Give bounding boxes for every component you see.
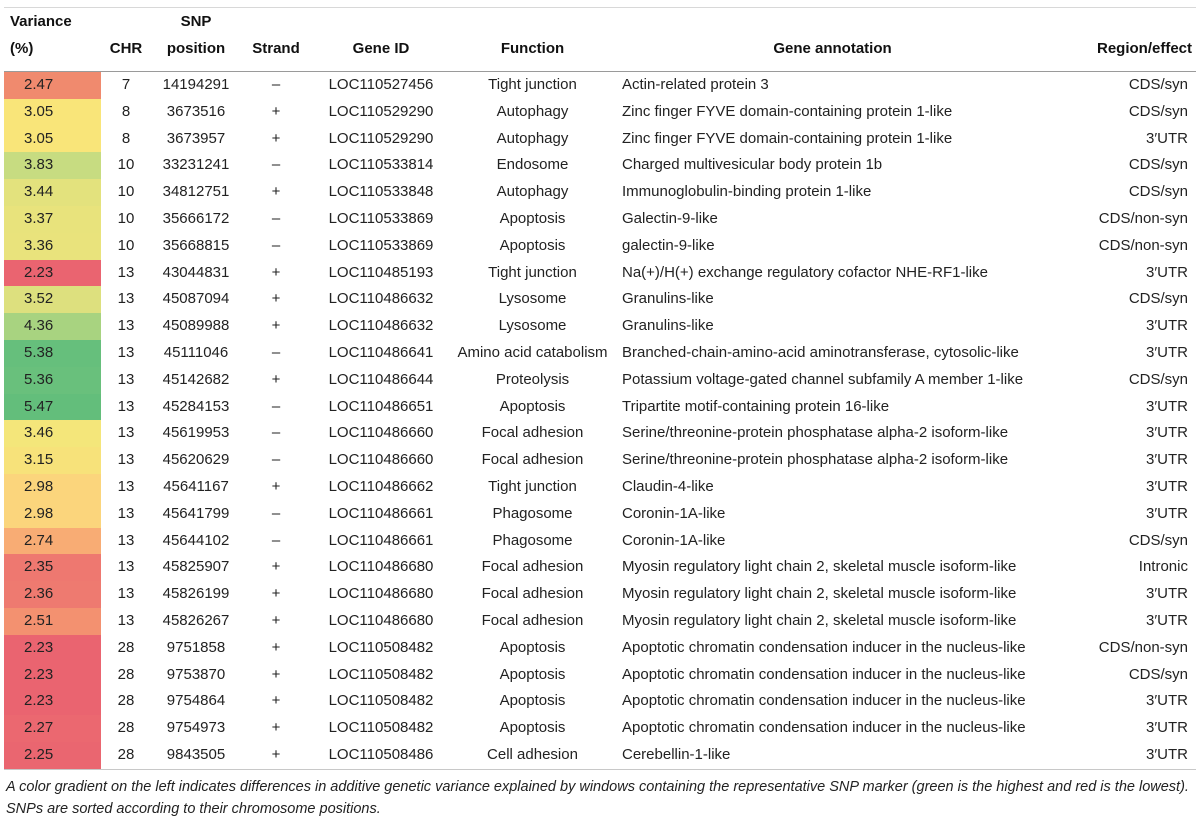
table-row xyxy=(4,662,1196,689)
variance-cell: 2.36 xyxy=(4,581,101,608)
region-effect-cell: CDS/non-syn xyxy=(1098,236,1188,254)
snp-position-cell: 45087094 xyxy=(162,290,230,308)
header-variance: Variance (%) xyxy=(4,8,101,72)
snp-position-cell: 45641167 xyxy=(163,477,229,495)
function-cell: Apoptosis xyxy=(499,638,566,656)
chr-cell: 28 xyxy=(117,638,135,656)
table-row xyxy=(4,474,1196,501)
strand-cell: + xyxy=(271,370,281,388)
gene-id-cell: LOC110527456 xyxy=(328,76,434,93)
variance-cell: 5.36 xyxy=(4,367,101,394)
region-effect-cell: CDS/non-syn xyxy=(1098,638,1188,656)
variance-cell: 3.36 xyxy=(4,233,101,260)
gene-annotation-cell: Charged multivesicular body protein 1b xyxy=(622,156,883,174)
variance-cell: 5.38 xyxy=(4,340,101,367)
table-row xyxy=(4,286,1196,313)
strand-cell: – xyxy=(271,531,281,549)
function-cell: Phagosome xyxy=(492,531,573,549)
variance-cell: 3.52 xyxy=(4,286,101,313)
strand-cell: – xyxy=(271,451,281,469)
strand-cell: + xyxy=(271,129,281,147)
region-effect-cell: CDS/syn xyxy=(1128,156,1188,174)
snp-position-cell: 45142682 xyxy=(162,370,230,388)
table-row xyxy=(4,260,1196,287)
snp-position-cell: 45825907 xyxy=(162,558,230,576)
strand-cell: + xyxy=(271,263,281,281)
table-row xyxy=(4,742,1196,769)
region-effect-cell: CDS/syn xyxy=(1128,183,1188,201)
table-row xyxy=(4,72,1196,99)
gene-annotation-cell: Zinc finger FYVE domain-containing protein 1-like xyxy=(622,129,953,147)
variance-cell: 2.51 xyxy=(4,608,101,635)
snp-position-cell: 45089988 xyxy=(162,317,230,335)
function-cell: Proteolysis xyxy=(495,370,570,388)
variance-cell: 2.23 xyxy=(4,260,101,287)
strand-cell: – xyxy=(271,424,281,442)
snp-position-cell: 9754864 xyxy=(166,692,226,710)
snp-position-cell: 34812751 xyxy=(162,183,230,201)
gene-id-cell: LOC110529290 xyxy=(328,129,434,147)
region-effect-cell: Intronic xyxy=(1138,558,1188,576)
snp-position-cell: 9751858 xyxy=(166,638,226,656)
strand-cell: + xyxy=(271,317,281,335)
gene-annotation-cell: Apoptotic chromatin condensation inducer in the nucleus-like xyxy=(622,692,1026,710)
table-row xyxy=(4,501,1196,528)
chr-cell: 13 xyxy=(117,290,135,308)
table-row xyxy=(4,340,1196,367)
header-gene-id: Gene ID xyxy=(311,8,451,72)
variance-cell: 3.83 xyxy=(4,152,101,179)
chr-cell: 13 xyxy=(117,317,135,335)
function-cell: Focal adhesion xyxy=(481,611,584,629)
gene-annotation-cell: Zinc finger FYVE domain-containing protein 1-like xyxy=(622,102,953,120)
strand-cell: – xyxy=(271,156,281,174)
snp-position-cell: 45644102 xyxy=(162,531,230,549)
gene-annotation-cell: Apoptotic chromatin condensation inducer in the nucleus-like xyxy=(622,719,1026,737)
chr-cell: 10 xyxy=(117,183,135,201)
snp-position-cell: 45641799 xyxy=(162,504,230,522)
chr-cell: 13 xyxy=(117,477,135,495)
function-cell: Apoptosis xyxy=(499,665,566,683)
snp-position-cell: 9753870 xyxy=(166,665,226,683)
snp-position-cell: 45284153 xyxy=(162,397,230,415)
table-footnote: A color gradient on the left indicates differences in additive genetic variance explained by windows containing the representative SNP marker (green is the highest and red is the lowest). SNPs are sorted according to their chromosome positions. xyxy=(6,778,1189,817)
chr-cell: 13 xyxy=(117,451,135,469)
table-row xyxy=(4,367,1196,394)
strand-cell: – xyxy=(271,343,281,361)
function-cell: Lysosome xyxy=(498,317,567,335)
table-row xyxy=(4,715,1196,742)
snp-position-cell: 45111046 xyxy=(163,343,229,361)
table-row xyxy=(4,528,1196,555)
region-effect-cell: CDS/syn xyxy=(1128,665,1188,683)
variance-cell: 3.05 xyxy=(4,126,101,153)
table-row xyxy=(4,447,1196,474)
snp-position-cell: 45620629 xyxy=(162,451,230,469)
strand-cell: + xyxy=(271,665,281,683)
function-cell: Tight junction xyxy=(488,263,577,281)
function-cell: Endosome xyxy=(496,156,569,174)
strand-cell: + xyxy=(271,558,281,576)
snp-position-cell: 3673957 xyxy=(166,129,226,147)
gene-annotation-cell: Coronin-1A-like xyxy=(622,504,726,522)
strand-cell: – xyxy=(271,236,281,254)
gene-id-cell: LOC110486680 xyxy=(328,585,434,603)
strand-cell: + xyxy=(271,719,281,737)
variance-cell: 3.46 xyxy=(4,420,101,447)
snp-table xyxy=(4,7,1196,770)
function-cell: Focal adhesion xyxy=(481,451,584,469)
gene-id-cell: LOC110508482 xyxy=(328,719,434,737)
chr-cell: 13 xyxy=(117,370,135,388)
header-region-effect: Region/effect xyxy=(1051,8,1196,72)
gene-id-cell: LOC110533869 xyxy=(328,209,434,227)
function-cell: Tight junction xyxy=(488,477,577,495)
function-cell: Apoptosis xyxy=(499,236,566,254)
table-row xyxy=(4,420,1196,447)
strand-cell: + xyxy=(271,611,281,629)
variance-cell: 2.35 xyxy=(4,554,101,581)
variance-cell: 3.37 xyxy=(4,206,101,233)
gene-annotation-cell: Myosin regulatory light chain 2, skeletal muscle isoform-like xyxy=(622,611,1017,629)
function-cell: Autophagy xyxy=(496,129,569,147)
gene-id-cell: LOC110533848 xyxy=(328,183,434,201)
region-effect-cell: 3′UTR xyxy=(1146,719,1188,737)
region-effect-cell: 3′UTR xyxy=(1146,692,1188,710)
table-row xyxy=(4,313,1196,340)
region-effect-cell: 3′UTR xyxy=(1146,585,1188,603)
strand-cell: + xyxy=(271,183,281,201)
gene-id-cell: LOC110533869 xyxy=(328,236,434,254)
variance-cell: 2.74 xyxy=(4,528,101,555)
variance-cell: 2.27 xyxy=(4,715,101,742)
chr-cell: 28 xyxy=(117,719,135,737)
snp-position-cell: 3673516 xyxy=(166,102,226,120)
gene-annotation-cell: Branched-chain-amino-acid aminotransferase, cytosolic-like xyxy=(622,343,1019,361)
chr-cell: 28 xyxy=(117,692,135,710)
header-snp-position: SNP position xyxy=(151,8,241,72)
table-body xyxy=(4,72,1196,770)
function-cell: Amino acid catabolism xyxy=(457,343,608,361)
snp-position-cell: 43044831 xyxy=(162,263,230,281)
strand-cell: – xyxy=(271,504,281,522)
table-row xyxy=(4,688,1196,715)
variance-cell: 2.23 xyxy=(4,688,101,715)
gene-id-cell: LOC110486662 xyxy=(328,477,434,495)
strand-cell: – xyxy=(271,397,281,415)
gene-annotation-cell: Actin-related protein 3 xyxy=(622,76,769,93)
gene-annotation-cell: Cerebellin-1-like xyxy=(614,742,1051,769)
snp-position-cell: 14194291 xyxy=(162,76,230,93)
region-effect-cell: 3′UTR xyxy=(1146,611,1188,629)
gene-id-cell: LOC110508482 xyxy=(328,692,434,710)
region-effect-cell: 3′UTR xyxy=(1146,129,1188,147)
snp-position-cell: 9843505 xyxy=(151,742,241,769)
gene-annotation-cell: Serine/threonine-protein phosphatase alpha-2 isoform-like xyxy=(622,424,1009,442)
gene-annotation-cell: galectin-9-like xyxy=(622,236,715,254)
gene-annotation-cell: Granulins-like xyxy=(622,290,714,308)
region-effect-cell: 3′UTR xyxy=(1146,343,1188,361)
gene-id-cell: LOC110486644 xyxy=(328,370,434,388)
table-row xyxy=(4,179,1196,206)
chr-cell: 10 xyxy=(117,156,135,174)
table-row xyxy=(4,233,1196,260)
strand-cell: + xyxy=(271,585,281,603)
chr-cell: 13 xyxy=(117,424,135,442)
gene-annotation-cell: Coronin-1A-like xyxy=(622,531,726,549)
function-cell: Apoptosis xyxy=(499,719,566,737)
variance-cell: 4.36 xyxy=(4,313,101,340)
chr-cell: 13 xyxy=(117,263,135,281)
table-row xyxy=(4,635,1196,662)
region-effect-cell: CDS/syn xyxy=(1128,76,1188,93)
strand-cell: + xyxy=(271,290,281,308)
table-row xyxy=(4,99,1196,126)
gene-id-cell: LOC110508482 xyxy=(328,638,434,656)
region-effect-cell: CDS/syn xyxy=(1128,370,1188,388)
snp-position-cell: 9754973 xyxy=(166,719,226,737)
table-row xyxy=(4,554,1196,581)
table-row xyxy=(4,581,1196,608)
gene-id-cell: LOC110529290 xyxy=(328,102,434,120)
gene-annotation-cell: Apoptotic chromatin condensation inducer in the nucleus-like xyxy=(622,638,1026,656)
chr-cell: 28 xyxy=(101,742,151,769)
gene-annotation-cell: Myosin regulatory light chain 2, skeletal muscle isoform-like xyxy=(622,558,1017,576)
function-cell: Phagosome xyxy=(492,504,573,522)
table-row xyxy=(4,126,1196,153)
region-effect-cell: CDS/syn xyxy=(1128,531,1188,549)
region-effect-cell: CDS/syn xyxy=(1128,102,1188,120)
chr-cell: 13 xyxy=(117,611,135,629)
region-effect-cell: 3′UTR xyxy=(1146,477,1188,495)
gene-annotation-cell: Myosin regulatory light chain 2, skeletal muscle isoform-like xyxy=(622,585,1017,603)
gene-annotation-cell: Granulins-like xyxy=(622,317,714,335)
function-cell: Apoptosis xyxy=(499,209,566,227)
function-cell: Apoptosis xyxy=(499,397,566,415)
table-header xyxy=(4,8,1196,72)
gene-annotation-cell: Potassium voltage-gated channel subfamily A member 1-like xyxy=(622,370,1024,388)
gene-id-cell: LOC110486680 xyxy=(328,611,434,629)
gene-id-cell: LOC110486661 xyxy=(328,504,434,522)
variance-cell: 5.47 xyxy=(4,394,101,421)
variance-cell: 2.25 xyxy=(4,742,101,769)
snp-position-cell: 35666172 xyxy=(162,209,230,227)
gene-id-cell: LOC110486680 xyxy=(328,558,434,576)
gene-id-cell: LOC110486660 xyxy=(328,424,434,442)
gene-id-cell: LOC110508486 xyxy=(311,742,451,769)
strand-cell: + xyxy=(271,692,281,710)
variance-cell: 3.44 xyxy=(4,179,101,206)
gene-annotation-cell: Immunoglobulin-binding protein 1-like xyxy=(622,183,872,201)
gene-annotation-cell: Claudin-4-like xyxy=(622,477,714,495)
function-cell: Autophagy xyxy=(496,102,569,120)
variance-cell: 3.15 xyxy=(4,447,101,474)
header-strand: Strand xyxy=(241,8,311,72)
gene-annotation-cell: Galectin-9-like xyxy=(622,209,718,227)
table-row xyxy=(4,394,1196,421)
region-effect-cell: 3′UTR xyxy=(1146,424,1188,442)
table-row xyxy=(4,608,1196,635)
chr-cell: 13 xyxy=(117,585,135,603)
snp-position-cell: 45619953 xyxy=(162,424,230,442)
chr-cell: 13 xyxy=(117,343,135,361)
variance-cell: 2.23 xyxy=(4,635,101,662)
region-effect-cell: 3′UTR xyxy=(1146,317,1188,335)
chr-cell: 8 xyxy=(121,129,131,147)
region-effect-cell: CDS/non-syn xyxy=(1098,209,1188,227)
table-row xyxy=(4,152,1196,179)
gene-id-cell: LOC110486661 xyxy=(328,531,434,549)
function-cell: Autophagy xyxy=(496,183,569,201)
gene-id-cell: LOC110486641 xyxy=(328,343,434,361)
strand-cell: + xyxy=(271,102,281,120)
chr-cell: 10 xyxy=(117,236,135,254)
gene-annotation-cell: Apoptotic chromatin condensation inducer in the nucleus-like xyxy=(622,665,1026,683)
strand-cell: + xyxy=(271,477,281,495)
chr-cell: 10 xyxy=(117,209,135,227)
variance-cell: 2.98 xyxy=(4,501,101,528)
gene-id-cell: LOC110486651 xyxy=(328,397,434,415)
gene-id-cell: LOC110486632 xyxy=(328,317,434,335)
gene-annotation-cell: Na(+)/H(+) exchange regulatory cofactor NHE-RF1-like xyxy=(622,263,988,281)
header-chr: CHR xyxy=(101,8,151,72)
strand-cell: + xyxy=(241,742,311,769)
header-function: Function xyxy=(451,8,614,72)
gene-id-cell: LOC110486660 xyxy=(328,451,434,469)
region-effect-cell: 3′UTR xyxy=(1051,742,1196,769)
chr-cell: 13 xyxy=(117,531,135,549)
gene-id-cell: LOC110486632 xyxy=(328,290,434,308)
region-effect-cell: 3′UTR xyxy=(1146,397,1188,415)
table-row xyxy=(4,206,1196,233)
variance-cell: 2.47 xyxy=(4,72,101,99)
gene-id-cell: LOC110533814 xyxy=(328,156,434,174)
snp-position-cell: 45826267 xyxy=(162,611,230,629)
strand-cell: – xyxy=(271,209,281,227)
region-effect-cell: 3′UTR xyxy=(1146,451,1188,469)
strand-cell: – xyxy=(271,76,281,93)
chr-cell: 13 xyxy=(117,397,135,415)
function-cell: Focal adhesion xyxy=(481,585,584,603)
variance-cell: 2.98 xyxy=(4,474,101,501)
gene-annotation-cell: Tripartite motif-containing protein 16-like xyxy=(622,397,890,415)
chr-cell: 28 xyxy=(117,665,135,683)
function-cell: Tight junction xyxy=(488,76,577,93)
chr-cell: 13 xyxy=(117,504,135,522)
chr-cell: 7 xyxy=(121,76,131,93)
gene-id-cell: LOC110485193 xyxy=(328,263,434,281)
variance-cell: 2.23 xyxy=(4,662,101,689)
strand-cell: + xyxy=(271,638,281,656)
variance-cell: 3.05 xyxy=(4,99,101,126)
chr-cell: 13 xyxy=(117,558,135,576)
region-effect-cell: 3′UTR xyxy=(1146,504,1188,522)
gene-id-cell: LOC110508482 xyxy=(328,665,434,683)
function-cell: Focal adhesion xyxy=(481,558,584,576)
snp-table-figure xyxy=(4,0,1196,820)
function-cell: Focal adhesion xyxy=(481,424,584,442)
snp-position-cell: 35668815 xyxy=(162,236,230,254)
region-effect-cell: CDS/syn xyxy=(1128,290,1188,308)
region-effect-cell: 3′UTR xyxy=(1146,263,1188,281)
chr-cell: 8 xyxy=(121,102,131,120)
function-cell: Apoptosis xyxy=(499,692,566,710)
header-gene-annotation: Gene annotation xyxy=(614,8,1051,72)
gene-annotation-cell: Serine/threonine-protein phosphatase alpha-2 isoform-like xyxy=(622,451,1009,469)
snp-position-cell: 45826199 xyxy=(162,585,230,603)
function-cell: Cell adhesion xyxy=(451,742,614,769)
snp-position-cell: 33231241 xyxy=(162,156,230,174)
function-cell: Lysosome xyxy=(498,290,567,308)
